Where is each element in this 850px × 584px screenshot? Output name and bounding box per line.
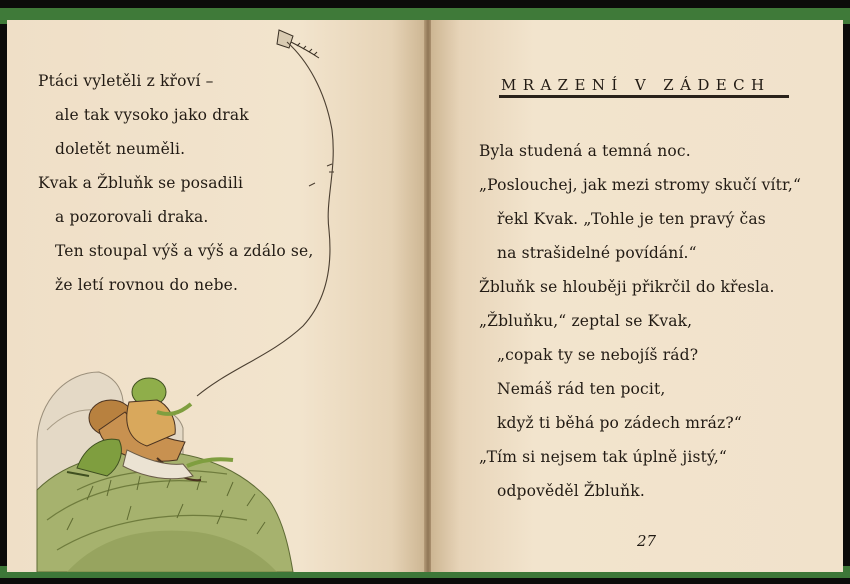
frog-and-toad-kite-illustration [7,20,425,572]
left-page-line-1: Ptáci vyletěli z křoví – [38,72,214,90]
left-page-line-5: a pozorovali draka. [55,208,209,226]
chapter-heading: MRAZENÍ V ZÁDECH [501,76,771,94]
left-page-line-2: ale tak vysoko jako drak [55,106,249,124]
right-page-line-8: Nemáš rád ten pocit, [497,380,666,398]
left-page-line-3: doletět neuměli. [55,140,186,158]
right-page-line-6: „Žbluňku,“ zeptal se Kvak, [479,312,693,330]
right-page-line-2: „Poslouchej, jak mezi stromy skučí vítr,“ [479,176,802,194]
right-page-line-7: „copak ty se nebojíš rád? [497,346,699,364]
heading-underline [499,95,789,98]
right-page-line-11: odpověděl Žbluňk. [497,482,645,500]
left-page-line-6: Ten stoupal výš a výš a zdálo se, [55,242,314,260]
right-page-line-1: Byla studená a temná noc. [479,142,691,160]
right-page-line-3: řekl Kvak. „Tohle je ten pravý čas [497,210,766,228]
page-number: 27 [637,532,657,550]
right-page-line-5: Žbluňk se hlouběji přikrčil do křesla. [479,278,775,296]
kite-string [197,42,333,396]
right-page [431,20,843,572]
left-page-line-7: že letí rovnou do nebe. [55,276,239,294]
right-page-line-10: „Tím si nejsem tak úplně jistý,“ [479,448,727,466]
right-page-line-9: když ti běhá po zádech mráz?“ [497,414,742,432]
right-page-line-4: na strašidelné povídání.“ [497,244,697,262]
left-page [7,20,425,572]
left-page-line-4: Kvak a Žbluňk se posadili [38,174,244,192]
